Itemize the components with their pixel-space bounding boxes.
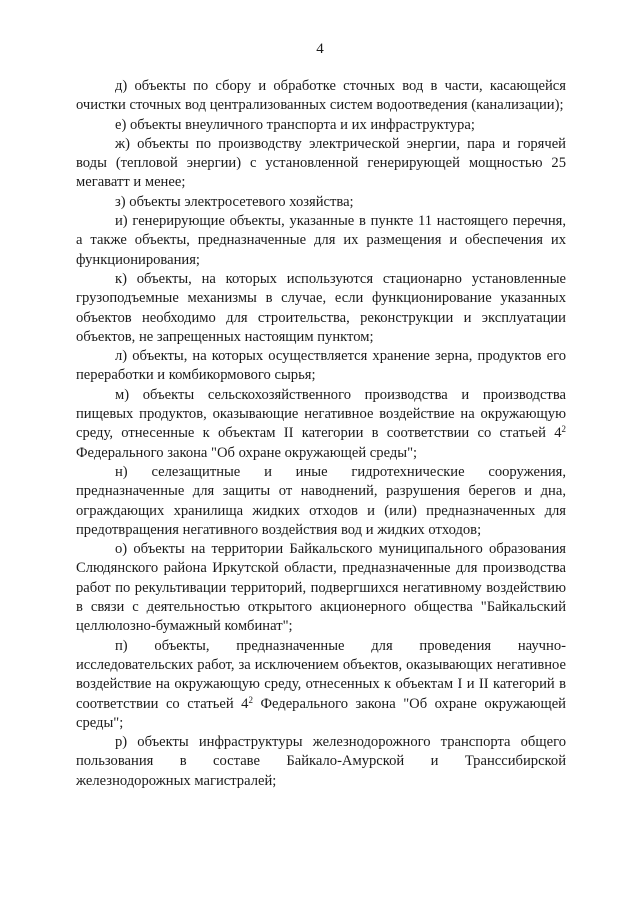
paragraph-m-superscript: 2 — [561, 424, 566, 435]
document-body — [76, 77, 566, 791]
paragraph-r: р) объекты инфраструктуры железнодорожного транспорта общего пользования в составе Байкало-Амурской и Транссибирской железнодорожных магистралей; — [76, 734, 566, 789]
paragraph-d: д) объекты по сбору и обработке сточных вод в части, касающейся очистки сточных вод централизованных систем водоотведения (канализации); — [76, 78, 566, 114]
paragraph-z: з) объекты электросетевого хозяйства; — [115, 193, 354, 210]
paragraph-m-tail: Федерального закона "Об охране окружающей среды"; — [76, 444, 418, 461]
paragraph-p-text: п) объекты, предназначенные для проведения научно-исследовательских работ, за исключением объектов, оказывающих негативное воздействие на окружающую среду, отнесенных к объектам I и II категорий в соответствии со статьей 4 — [76, 637, 566, 712]
paragraph-e: е) объекты внеуличного транспорта и их инфраструктура; — [115, 116, 475, 133]
paragraph-i: и) генерирующие объекты, указанные в пункте 11 настоящего перечня, а также объекты, предназначенные для их размещения и обеспечения их функционирования; — [76, 213, 566, 268]
paragraph-p-superscript: 2 — [248, 694, 253, 705]
paragraph-k: к) объекты, на которых используются стационарно установленные грузоподъемные механизмы в случае, если функционирование указанных объектов необходимо для строительства, реконструкции и эксплуатации объектов, не запрещенных настоящим пунктом; — [76, 270, 566, 345]
paragraph-l: л) объекты, на которых осуществляется хранение зерна, продуктов его переработки и комбикормового сырья; — [76, 348, 566, 384]
paragraph-o: о) объекты на территории Байкальского муниципального образования Слюдянского района Иркутской области, предназначенные для производства работ по рекультивации территорий, подвергшихся негативному воздействию в связи с деятельностью открытого акционерного общества "Байкальский целлюлозно-бумажный комбинат"; — [76, 541, 566, 635]
paragraph-zh: ж) объекты по производству электрической энергии, пара и горячей воды (тепловой энергии) с установленной генерирующей мощностью 25 мегаватт и менее; — [76, 135, 566, 191]
paragraph-n: н) селезащитные и иные гидротехнические сооружения, предназначенные для защиты от наводнений, разрушения берегов и дна, ограждающих хранилища жидких отходов и (или) предназначенных для предотвращения негативного воздействия вод и жидких отходов; — [76, 463, 566, 538]
paragraph-m — [76, 386, 566, 463]
paragraph-p-tail: Федерального закона "Об охране окружающей среды"; — [76, 695, 566, 731]
paragraph-p — [76, 637, 566, 733]
paragraph-m-text: м) объекты сельскохозяйственного производства и производства пищевых продуктов, оказывающие негативное воздействие на окружающую среду, отнесенные к объектам II категории в соответствии со статьей 4 — [76, 386, 566, 442]
page-number: 4 — [316, 41, 324, 57]
